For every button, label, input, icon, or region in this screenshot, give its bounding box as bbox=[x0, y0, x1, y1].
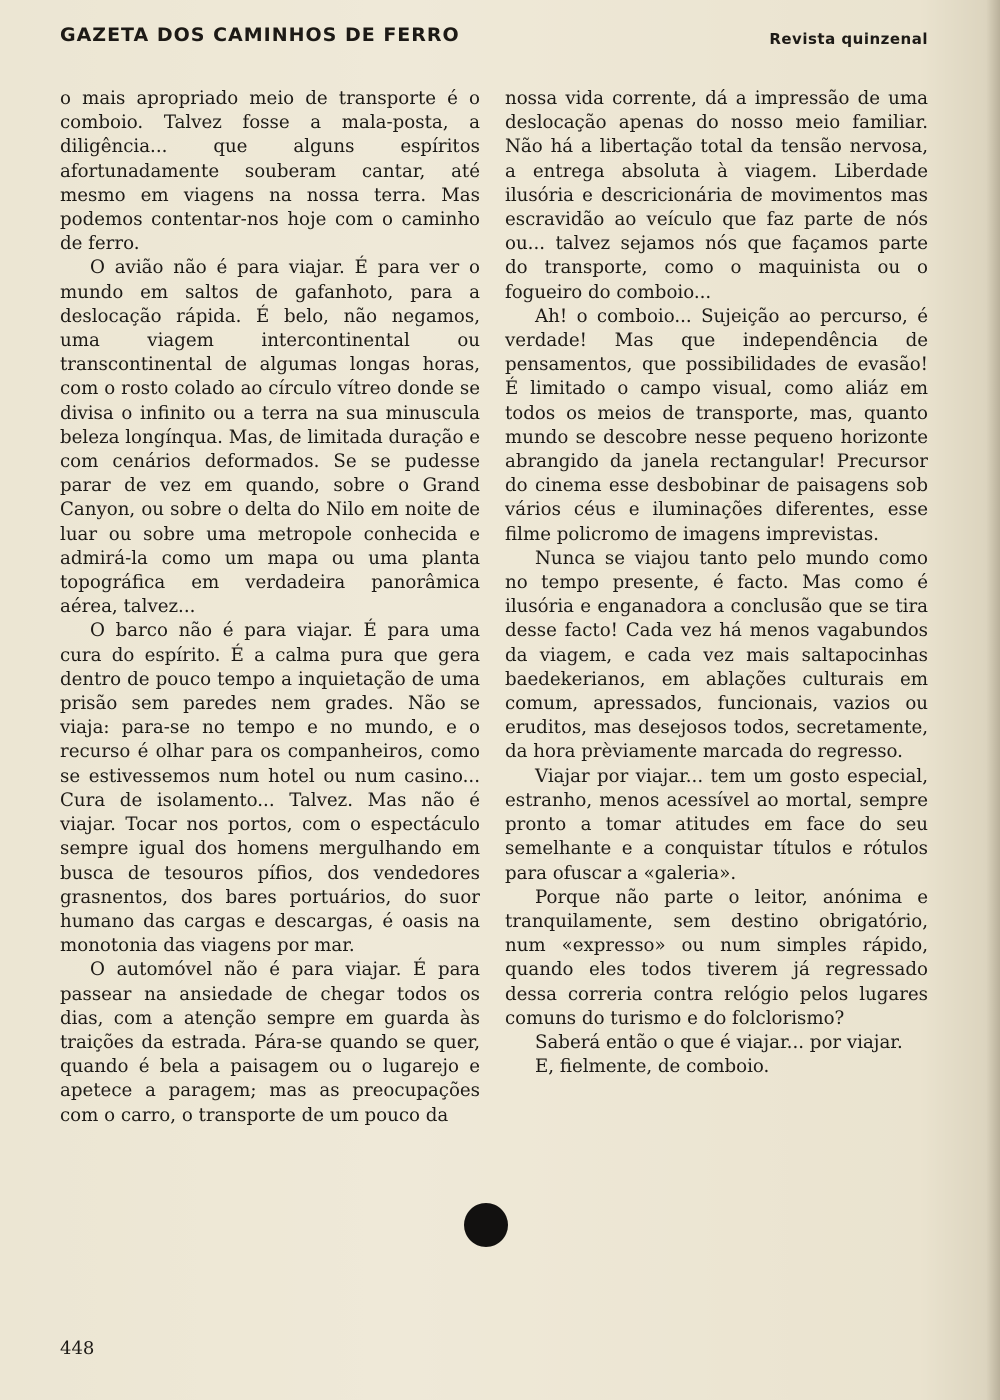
paragraph: Saberá então o que é viajar... por viajar. bbox=[535, 1031, 903, 1053]
paragraph: Ah! o comboio... Sujeição ao percurso, é verdade! Mas que independência de pensamentos, que possibilidades de evasão! É limitado o campo visual, como aliáz em todos os meios de transporte, mas, quanto mundo se descobre nesse pequeno horizonte abrangido da janela rectangular! Precursor do cinema esse desbobinar de paisagens sob vários céus e iluminações diferentes, esse filme policromo de imagens imprevistas. bbox=[505, 305, 928, 545]
page-edge-shadow bbox=[986, 0, 1000, 1400]
text-column-left bbox=[60, 87, 480, 1128]
paragraph: O automóvel não é para viajar. É para passear na ansiedade de chegar todos os dias, com a atenção sempre em guarda às traições da estrada. Pára-se quando se quer, quando é bela a paisagem ou o lugarejo e apetece a paragem; mas as preocupações com o carro, o transporte de um pouco da bbox=[60, 959, 480, 1126]
paragraph: E, fielmente, de comboio. bbox=[535, 1056, 770, 1078]
page-number: 448 bbox=[60, 1338, 95, 1359]
paragraph: Nunca se viajou tanto pelo mundo como no tempo presente, é facto. Mas como é ilusória e enganadora a conclusão que se tira desse facto! Cada vez há menos vagabundos da viagem, e cada vez mais saltapocinhas baedekerianos, em ablações culturais em comum, apressados, funcionais, vazios ou eruditos, mas desejosos todos, secretamente, da hora prèviamente marcada do regresso. bbox=[505, 547, 928, 763]
ink-blot-mark bbox=[464, 1203, 508, 1247]
paragraph: O avião não é para viajar. É para ver o mundo em saltos de gafanhoto, para a deslocação rápida. É belo, não negamos, uma viagem intercontinental ou transcontinental de algumas longas horas, com o rosto colado ao círculo vítreo donde se divisa o infinito ou a terra na sua minuscula beleza longínqua. Mas, de limitada duração e com cenários deformados. Se se pudesse parar de vez em quando, sobre o Grand Canyon, ou sobre o delta do Nilo em noite de luar ou sobre uma metropole conhecida e admirá-la como um mapa ou uma planta topográfica em verdadeira panorâmica aérea, talvez... bbox=[60, 257, 480, 618]
publication-title: GAZETA DOS CAMINHOS DE FERRO bbox=[60, 24, 460, 46]
paragraph: O barco não é para viajar. É para uma cura do espírito. É a calma pura que gera dentro de pouco tempo a inquietação de uma prisão sem paredes nem grades. Não se viaja: para-se no tempo e no mundo, e o recurso é olhar para os companheiros, como se estivessemos num hotel ou num casino... Cura de isolamento... Talvez. Mas não é viajar. Tocar nos portos, com o espectáculo sempre igual dos homens mergulhando em busca de tesouros pífios, dos vendedores grasnentos, dos bares portuários, do suor humano das cargas e descargas, é oasis na monotonia das viagens por mar. bbox=[60, 620, 480, 957]
paragraph: nossa vida corrente, dá a impressão de uma deslocação apenas do nosso meio familiar. Não há a libertação total da tensão nervosa, a entrega absoluta à viagem. Liberdade ilusória e descricionária de movimentos mas escravidão ao veículo que faz parte de nós ou... talvez sejamos nós que façamos parte do transporte, como o maquinista ou o fogueiro do comboio... bbox=[505, 88, 928, 303]
paragraph: Porque não parte o leitor, anónima e tranquilamente, sem destino obrigatório, num «expresso» ou num simples rápido, quando eles todos tiverem já regressado dessa correria contra relógio pelos lugares comuns do turismo e do folclorismo? bbox=[505, 886, 928, 1029]
publication-subtitle: Revista quinzenal bbox=[769, 30, 928, 48]
text-column-right bbox=[505, 87, 928, 1079]
paragraph: o mais apropriado meio de transporte é o comboio. Talvez fosse a mala-posta, a diligência... que alguns espíritos afortunadamente souberam cantar, até mesmo em viagens na nossa terra. Mas podemos contentar-nos hoje com o caminho de ferro. bbox=[60, 88, 480, 255]
paragraph: Viajar por viajar... tem um gosto especial, estranho, menos acessível ao mortal, sempre pronto a tomar atitudes em face do seu semelhante e a conquistar títulos e rótulos para ofuscar a «galeria». bbox=[505, 765, 928, 884]
